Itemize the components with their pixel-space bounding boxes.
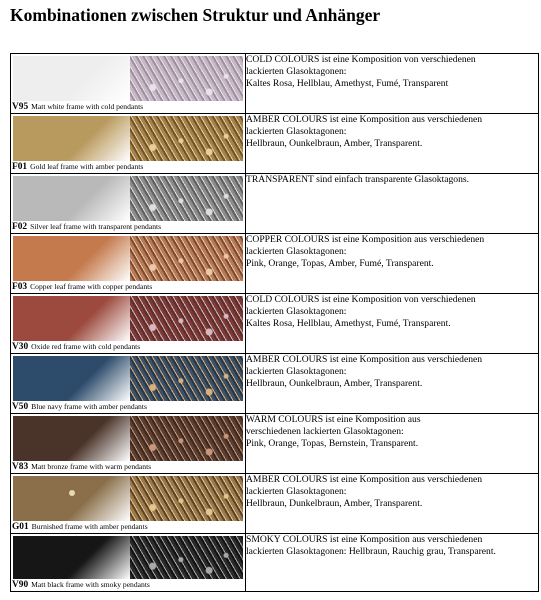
sample-caption	[11, 221, 245, 233]
finish-code: V30	[12, 342, 29, 352]
table-row	[11, 534, 539, 592]
pendant-crystal-swatch	[130, 56, 243, 101]
frame-finish-swatch	[13, 536, 130, 579]
sample-caption	[11, 401, 245, 413]
description-line: AMBER COLOURS ist eine Komposition aus verschiedenen	[246, 474, 483, 485]
sample-caption	[11, 579, 245, 591]
description-line: AMBER COLOURS ist eine Komposition aus verschiedenen	[246, 114, 483, 125]
sample-cell	[11, 114, 246, 174]
frame-finish-swatch	[13, 476, 130, 521]
sample-photo	[13, 416, 243, 461]
description-line: Pink, Orange, Topas, Bernstein, Transparent.	[246, 438, 419, 449]
pendant-crystal-swatch	[130, 476, 243, 521]
description-line: lackierten Glasoktagonen:	[246, 126, 347, 137]
sample-caption	[11, 521, 245, 533]
finish-caption: Gold leaf frame with amber pendants	[30, 162, 144, 171]
sample-photo	[13, 356, 243, 401]
sample-photo	[13, 176, 243, 221]
finish-code: F03	[12, 282, 28, 292]
description-line: Kaltes Rosa, Hellblau, Amethyst, Fumé, Transparent	[246, 78, 449, 89]
frame-finish-swatch	[13, 176, 130, 221]
sample-caption	[11, 101, 245, 113]
finish-code: V50	[12, 402, 29, 412]
description-line: SMOKY COLOURS ist eine Komposition aus verschiedenen	[246, 534, 483, 545]
description-line: Pink, Orange, Topas, Amber, Fumé, Transparent.	[246, 258, 434, 269]
description-line: Hellbraun, Ounkelbraun, Amber, Transparent.	[246, 138, 423, 149]
description-line: COLD COLOURS ist eine Komposition von verschiedenen	[246, 54, 476, 65]
sample-cell	[11, 54, 246, 114]
table-row	[11, 114, 539, 174]
finish-code: F02	[12, 222, 28, 232]
sample-cell	[11, 534, 246, 592]
sample-photo	[13, 536, 243, 579]
sample-cell	[11, 414, 246, 474]
sample-photo	[13, 476, 243, 521]
sample-caption	[11, 281, 245, 293]
sample-cell	[11, 354, 246, 414]
description-line: lackierten Glasoktagonen:	[246, 66, 347, 77]
pendant-crystal-swatch	[130, 356, 243, 401]
sample-cell	[11, 234, 246, 294]
pendant-crystal-swatch	[130, 536, 243, 579]
description-line: COLD COLOURS ist eine Komposition von verschiedenen	[246, 294, 476, 305]
pendant-crystal-swatch	[130, 116, 243, 161]
description-cell	[246, 114, 539, 174]
pendant-crystal-swatch	[130, 176, 243, 221]
description-line: Kaltes Rosa, Hellblau, Amethyst, Fumé, Transparent.	[246, 318, 451, 329]
table-row	[11, 474, 539, 534]
sample-cell	[11, 174, 246, 234]
description-cell	[246, 294, 539, 354]
description-cell	[246, 414, 539, 474]
description-line: Hellbraun, Ounkelbraun, Amber, Transparent.	[246, 378, 423, 389]
description-line: AMBER COLOURS ist eine Komposition aus verschiedenen	[246, 354, 483, 365]
sample-caption	[11, 461, 245, 473]
description-line: lackierten Glasoktagonen:	[246, 246, 347, 257]
finish-caption: Copper leaf frame with copper pendants	[30, 282, 153, 291]
description-cell	[246, 354, 539, 414]
description-cell	[246, 54, 539, 114]
frame-finish-swatch	[13, 296, 130, 341]
pendant-crystal-swatch	[130, 416, 243, 461]
finish-code: V83	[12, 462, 29, 472]
frame-finish-swatch	[13, 116, 130, 161]
finish-caption: Burnished frame with amber pendants	[31, 522, 148, 531]
sample-caption	[11, 161, 245, 173]
description-cell	[246, 474, 539, 534]
frame-screw-highlight	[69, 490, 75, 496]
finish-caption: Oxide red frame with cold pendants	[31, 342, 141, 351]
sample-photo	[13, 296, 243, 341]
finish-caption: Matt black frame with smoky pendants	[31, 580, 150, 589]
finish-code: V95	[12, 102, 29, 112]
description-cell	[246, 534, 539, 592]
description-line: lackierten Glasoktagonen:	[246, 366, 347, 377]
finish-caption: Matt bronze frame with warm pendants	[31, 462, 152, 471]
frame-finish-swatch	[13, 236, 130, 281]
table-row	[11, 54, 539, 114]
description-line: lackierten Glasoktagonen:	[246, 486, 347, 497]
sample-photo	[13, 236, 243, 281]
finish-caption: Silver leaf frame with transparent pendants	[30, 222, 162, 231]
finish-code: G01	[12, 522, 29, 532]
table-row	[11, 294, 539, 354]
description-cell	[246, 234, 539, 294]
description-line: COPPER COLOURS ist eine Komposition aus verschiedenen	[246, 234, 485, 245]
table-row	[11, 414, 539, 474]
table-row	[11, 354, 539, 414]
finish-caption: Blue navy frame with amber pendants	[31, 402, 147, 411]
description-cell	[246, 174, 539, 234]
frame-finish-swatch	[13, 56, 130, 101]
description-line: TRANSPARENT sind einfach transparente Glasoktagons.	[246, 174, 470, 185]
description-line: lackierten Glasoktagonen:	[246, 306, 347, 317]
description-line: lackierten Glasoktagonen: Hellbraun, Rauchig grau, Transparent.	[246, 546, 496, 557]
description-line: WARM COLOURS ist eine Komposition aus	[246, 414, 421, 425]
sample-cell	[11, 474, 246, 534]
finish-caption: Matt white frame with cold pendants	[31, 102, 144, 111]
sample-photo	[13, 56, 243, 101]
page-title: Kombinationen zwischen Struktur und Anhänger	[10, 5, 381, 25]
pendant-crystal-swatch	[130, 236, 243, 281]
frame-finish-swatch	[13, 356, 130, 401]
table-row	[11, 234, 539, 294]
description-line: Hellbraun, Dunkelbraun, Amber, Transparent.	[246, 498, 423, 509]
sample-photo	[13, 116, 243, 161]
combination-table	[10, 53, 539, 592]
description-line: verschiedenen lackierten Glasoktagonen:	[246, 426, 404, 437]
frame-finish-swatch	[13, 416, 130, 461]
table-row	[11, 174, 539, 234]
finish-code: V90	[12, 580, 29, 590]
pendant-crystal-swatch	[130, 296, 243, 341]
sample-caption	[11, 341, 245, 353]
sample-cell	[11, 294, 246, 354]
finish-code: F01	[12, 162, 28, 172]
